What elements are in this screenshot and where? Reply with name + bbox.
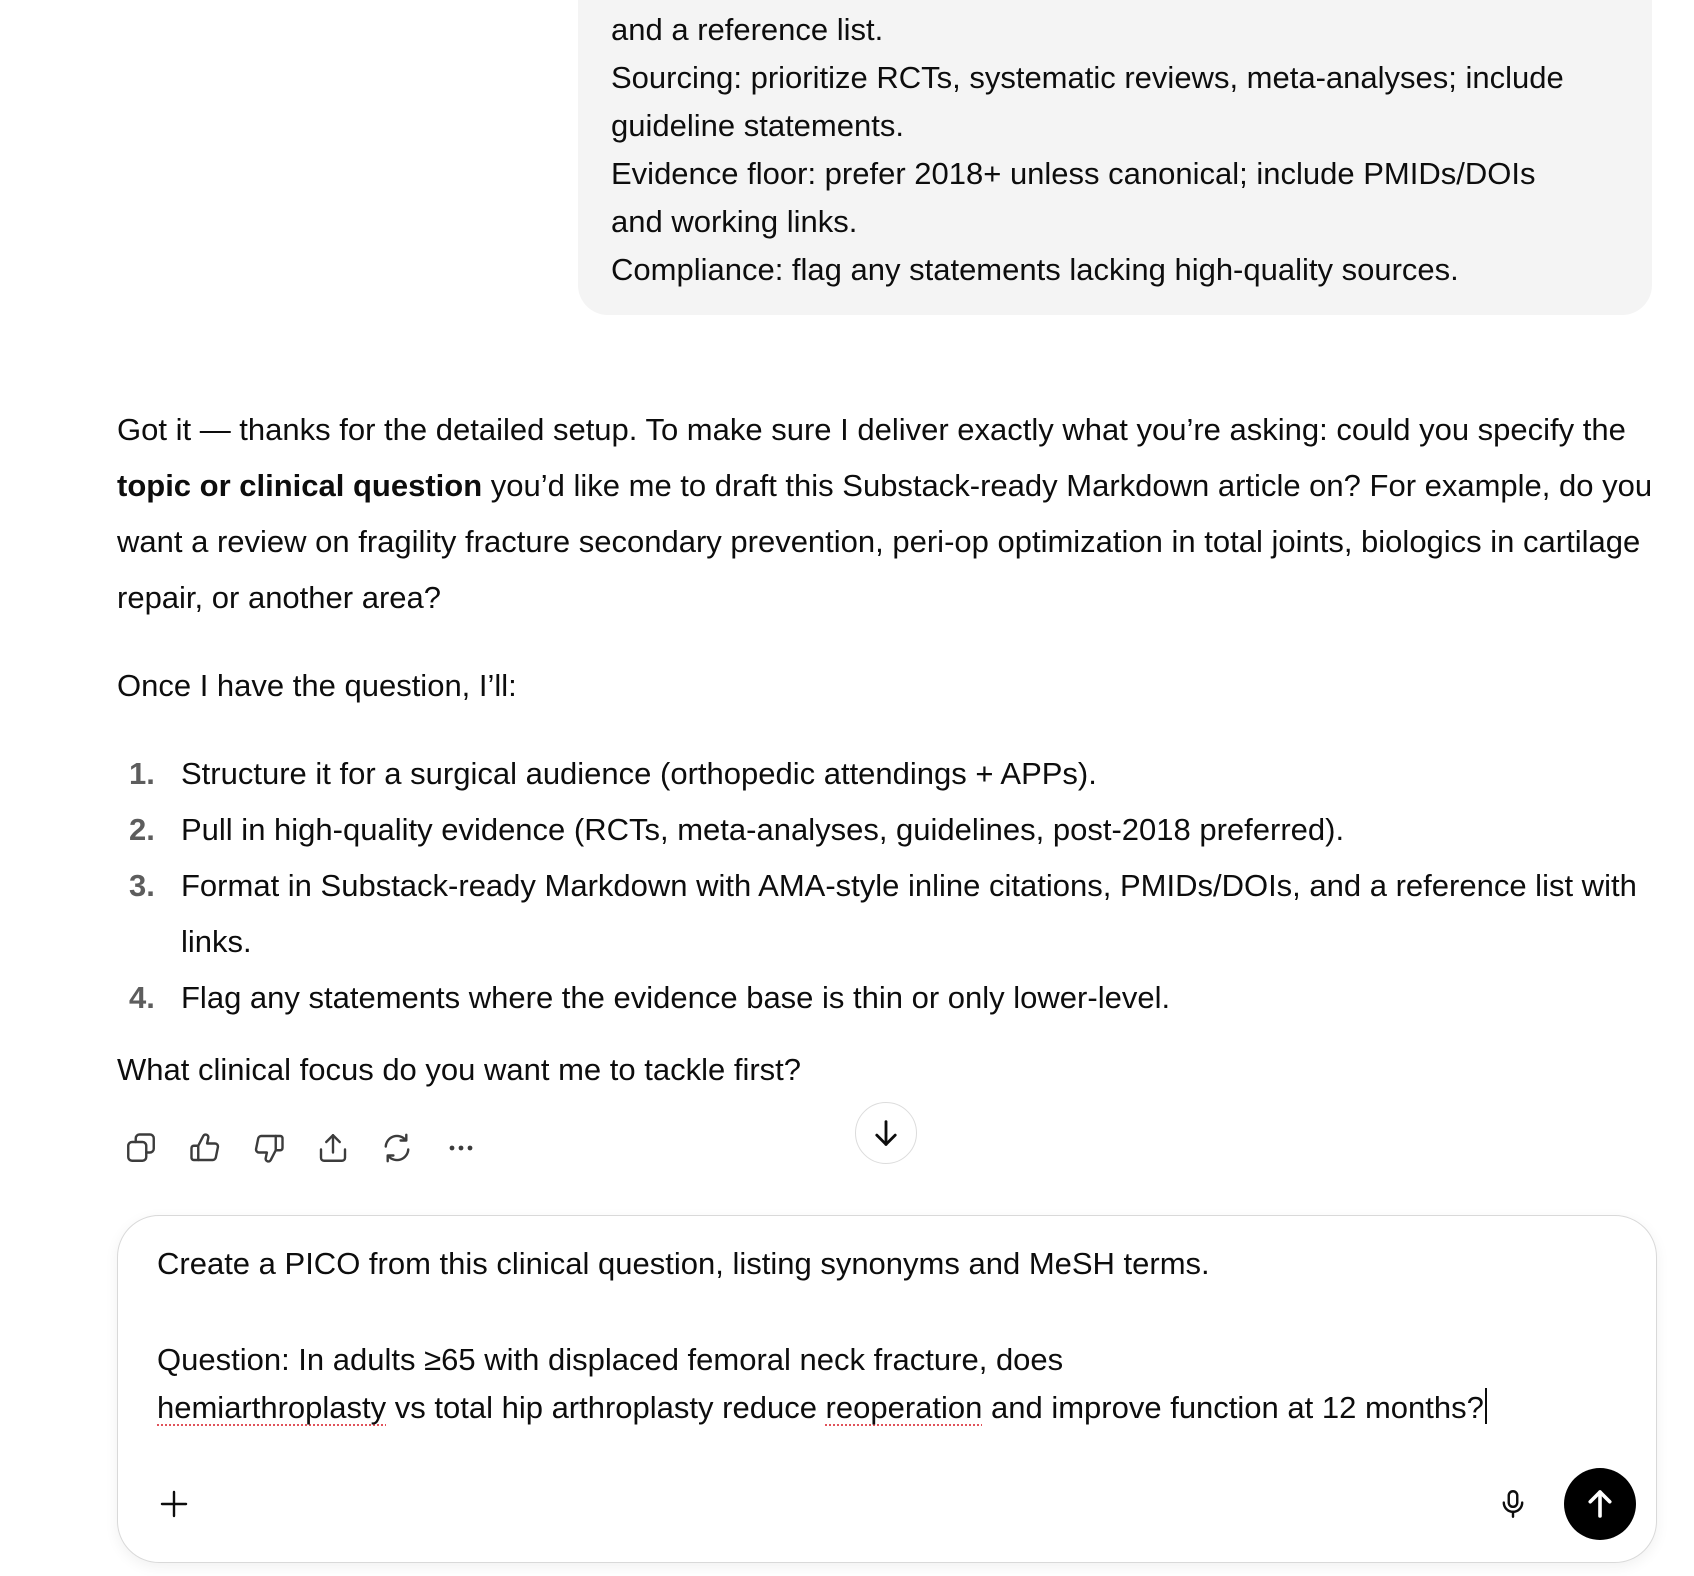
list-number: 4. (129, 980, 155, 1015)
assistant-message (117, 402, 1657, 1098)
message-composer (117, 1215, 1657, 1563)
assistant-paragraph-intro (117, 402, 1657, 626)
arrow-up-icon (1582, 1486, 1618, 1522)
list-item (117, 858, 1657, 970)
list-item (117, 970, 1657, 1026)
prompt-input[interactable] (157, 1240, 1597, 1432)
more-icon (443, 1130, 479, 1166)
misspelled-word: reoperation (825, 1390, 983, 1425)
list-item-text: Structure it for a surgical audience (orthopedic attendings + APPs). (181, 756, 1097, 791)
list-item-text: Format in Substack-ready Markdown with AMA-style inline citations, PMIDs/DOIs, and a reference list with links. (181, 868, 1637, 959)
prompt-line-2: Question: In adults ≥65 with displaced femoral neck fracture, does (157, 1342, 1064, 1377)
list-item (117, 746, 1657, 802)
prompt-text: vs total hip arthroplasty reduce (386, 1390, 826, 1425)
text-caret (1485, 1388, 1487, 1424)
regenerate-button[interactable] (373, 1124, 421, 1172)
add-attachment-button[interactable] (146, 1476, 202, 1532)
user-message-line: Compliance: flag any statements lacking high-quality sources. (611, 252, 1459, 287)
thumbs-down-icon (251, 1130, 287, 1166)
user-message-line: guideline statements. (611, 108, 904, 143)
regenerate-icon (379, 1130, 415, 1166)
assistant-paragraph-plan: Once I have the question, I’ll: (117, 668, 517, 703)
message-action-bar (117, 1124, 501, 1172)
dictate-button[interactable] (1486, 1477, 1540, 1531)
share-button[interactable] (309, 1124, 357, 1172)
copy-icon (123, 1130, 159, 1166)
scroll-to-bottom-button[interactable] (855, 1102, 917, 1164)
list-item (117, 802, 1657, 858)
list-number: 3. (129, 868, 155, 903)
user-message-line: Evidence floor: prefer 2018+ unless canonical; include PMIDs/DOIs (611, 156, 1536, 191)
send-button[interactable] (1564, 1468, 1636, 1540)
user-message-line: and a reference list. (611, 12, 884, 47)
intro-text-end: you’d like me to draft this Substack-ready Markdown article on? For example, do you want a review on fragility fracture secondary prevention, peri-op optimization in total joints, biologics in cartilage repair, or another area? (117, 468, 1653, 615)
user-message-line: Sourcing: prioritize RCTs, systematic reviews, meta-analyses; include (611, 60, 1564, 95)
arrow-down-icon (869, 1116, 903, 1150)
thumbs-up-icon (187, 1130, 223, 1166)
copy-button[interactable] (117, 1124, 165, 1172)
prompt-text: and improve function at 12 months? (982, 1390, 1484, 1425)
plus-icon (157, 1487, 191, 1521)
assistant-paragraph-question: What clinical focus do you want me to tackle first? (117, 1052, 802, 1087)
intro-text-start: Got it — thanks for the detailed setup. To make sure I deliver exactly what you’re asking: could you specify the (117, 412, 1626, 447)
bad-response-button[interactable] (245, 1124, 293, 1172)
list-item-text: Flag any statements where the evidence base is thin or only lower-level. (181, 980, 1171, 1015)
plan-list (117, 746, 1657, 1026)
more-options-button[interactable] (437, 1124, 485, 1172)
intro-bold-text: topic or clinical question (117, 468, 483, 503)
list-number: 1. (129, 756, 155, 791)
misspelled-word: hemiarthroplasty (157, 1390, 387, 1425)
share-icon (315, 1130, 351, 1166)
list-number: 2. (129, 812, 155, 847)
prompt-line-1: Create a PICO from this clinical question, listing synonyms and MeSH terms. (157, 1246, 1210, 1281)
list-item-text: Pull in high-quality evidence (RCTs, meta-analyses, guidelines, post-2018 preferred). (181, 812, 1345, 847)
microphone-icon (1496, 1487, 1530, 1521)
good-response-button[interactable] (181, 1124, 229, 1172)
user-message-line: and working links. (611, 204, 858, 239)
user-message-bubble (578, 0, 1652, 315)
